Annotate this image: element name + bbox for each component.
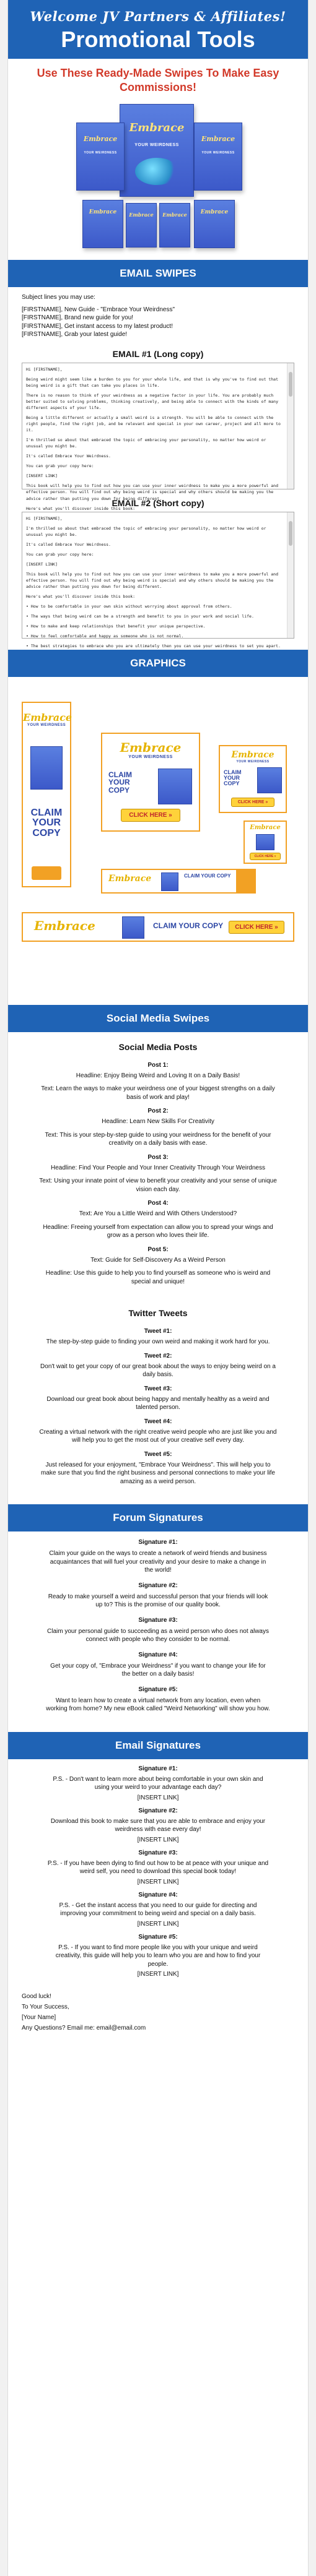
ad-medium-rectangle[interactable] xyxy=(101,733,200,832)
social-posts-title: Social Media Posts xyxy=(118,1041,198,1052)
ad-title-word: Embrace xyxy=(231,749,274,760)
email1-scrollbar[interactable] xyxy=(287,363,294,489)
ad-claim-text xyxy=(153,922,223,930)
claim-line: COPY xyxy=(32,828,61,839)
subject-line: [FIRSTNAME], Get instant access to my latest product! xyxy=(22,322,173,330)
ad-banner-medium[interactable] xyxy=(101,869,256,894)
post-text: Text: This is your step-by-step guide to using your weirdness for the benefit of your creativity on a daily basis with ease. xyxy=(45,1131,271,1147)
post-text: Text: Are You a Little Weird and With Others Understood? xyxy=(79,1210,237,1217)
insert-link-placeholder: [INSERT LINK] xyxy=(137,1920,179,1928)
email-sig-text: Download this book to make sure that you are able to embrace and enjoy your weirdness with ease every day! xyxy=(50,1817,266,1833)
tweet-text: Creating a virtual network with the right creative weird people who are just like you and will help you to get the most out of your creative self every day. xyxy=(39,1428,277,1444)
insert-link-placeholder: [INSERT LINK] xyxy=(137,1878,179,1885)
post-label: Post 3: xyxy=(147,1153,169,1161)
email1-paragraph: This book will help you to find out how you can use your inner weirdness to make you a more powerful and effective person. You will find out why being weird is special and why others should be making you the advice rather than putting you down for being different. xyxy=(26,483,281,501)
product-tablet xyxy=(159,203,190,248)
post-label: Post 1: xyxy=(147,1061,169,1069)
product-cd-2 xyxy=(126,203,157,248)
email1-paragraph: Being a little different or actually a small weird is a strength. You will be able to connect with the right people, find the right job, and be relevant and special in your own career, project and all more to it. xyxy=(26,415,283,433)
ad-claim-text xyxy=(108,771,152,795)
ad-subtitle: YOUR WEIRDNESS xyxy=(27,723,66,727)
section-banner-email-signatures: Email Signatures xyxy=(8,1732,308,1759)
email2-paragraph: Here's what you'll discover inside this book: xyxy=(26,594,136,600)
ad-title-word: Embrace xyxy=(23,711,72,723)
tweet-label: Tweet #5: xyxy=(144,1450,172,1458)
email1-paragraph: Being weird might seem like a burden to you for your whole life, and that is why you've to find out that being weird is a gift that can take you places in life. xyxy=(26,376,281,388)
email1-paragraph: [INSERT LINK] xyxy=(26,473,58,479)
header-banner xyxy=(8,0,308,59)
product-title-word: Embrace xyxy=(201,135,235,144)
email2-scrollbar[interactable] xyxy=(287,512,294,638)
subject-line: [FIRSTNAME], New Guide - "Embrace Your Weirdness" xyxy=(22,306,175,313)
claim-line: YOUR xyxy=(178,921,200,930)
email2-paragraph: • The ways that being weird can be a strength and benefit to you in your work and social life. xyxy=(26,614,254,619)
email2-title: EMAIL #2 (Short copy) xyxy=(112,498,204,508)
product-title-word: Embrace xyxy=(200,209,229,215)
claim-line: CLAIM xyxy=(184,872,200,879)
email-sig-label: Signature #1: xyxy=(138,1765,178,1772)
claim-line: COPY xyxy=(216,872,231,879)
tweet-text: Just released for your enjoyment, "Embrace Your Weirdness". This will help you to make sure that you find the right business and personal connections to make your life amazing as a weird person. xyxy=(41,1461,275,1485)
swirl-art xyxy=(135,158,179,185)
insert-link-placeholder: [INSERT LINK] xyxy=(137,1836,179,1843)
ad-claim-text xyxy=(23,808,70,839)
tweet-label: Tweet #4: xyxy=(144,1418,172,1425)
ad-small-square[interactable] xyxy=(219,745,287,813)
email1-title: EMAIL #1 (Long copy) xyxy=(112,348,204,359)
scroll-thumb[interactable] xyxy=(289,372,292,397)
product-cd-3 xyxy=(194,200,235,248)
welcome-heading: Welcome JV Partners & Affiliates! xyxy=(30,9,286,24)
ad-title-word: Embrace xyxy=(34,918,95,933)
tweets-title: Twitter Tweets xyxy=(128,1308,188,1318)
ad-product-box xyxy=(257,767,282,793)
email2-paragraph: This book will help you to find out how you can use your inner weirdness to make you a more powerful and effective person. You will find out why being weird is special and why others should be making you the advice rather than putting you down for being different. xyxy=(26,571,281,589)
subheadline: Use These Ready-Made Swipes To Make Easy Commissions! xyxy=(37,67,279,93)
ad-claim-text xyxy=(184,874,230,879)
email-sig-label: Signature #2: xyxy=(138,1807,178,1814)
email2-paragraph: • How to be comfortable in your own skin without worrying about approval from others. xyxy=(26,604,232,610)
email1-paragraph: You can grab your copy here: xyxy=(26,463,94,469)
tweet-label: Tweet #2: xyxy=(144,1352,172,1359)
product-title-word: Embrace xyxy=(89,209,117,215)
post-text: Headline: Use this guide to help you to find yourself as someone who is weird and special and unique! xyxy=(45,1270,271,1285)
forum-sig-label: Signature #5: xyxy=(138,1686,178,1693)
product-book-main xyxy=(120,104,194,197)
ad-title-word: Embrace xyxy=(120,739,182,755)
ad-subtitle: YOUR WEIRDNESS xyxy=(128,754,173,759)
post-text: Text: Guide for Self-Discovery As a Weird Person xyxy=(90,1256,226,1264)
email1-paragraph: I'm thrilled so about that embraced the topic of embracing your personality, no matter how weird or unusual you might be. xyxy=(26,437,269,449)
forum-sig-label: Signature #3: xyxy=(138,1616,178,1624)
section-banner-forum: Forum Signatures xyxy=(8,1504,308,1531)
claim-line: COPY xyxy=(108,785,130,795)
forum-sig-text: Claim your personal guide to succeeding as a weird person who does not always connect with people who they consider to be normal. xyxy=(47,1627,269,1643)
ad-click-button[interactable]: CLICK HERE » xyxy=(229,921,284,934)
post-text: Headline: Freeing yourself from expectation can allow you to spread your wings and grow as a person who loves their life. xyxy=(43,1223,273,1239)
closing-contact-email[interactable]: Any Questions? Email me: email@email.com xyxy=(22,2025,146,2031)
ad-product-box xyxy=(158,769,192,804)
closing-your-name: [Your Name] xyxy=(22,2014,56,2021)
post-label: Post 4: xyxy=(147,1200,169,1207)
graphics-area xyxy=(8,677,308,986)
section-banner-graphics: GRAPHICS xyxy=(8,650,308,677)
forum-sig-label: Signature #4: xyxy=(138,1651,178,1658)
claim-line: YOUR xyxy=(108,778,130,787)
claim-line: CLAIM xyxy=(30,807,63,818)
ad-leaderboard[interactable] xyxy=(22,912,294,942)
closing-to-your-success: To Your Success, xyxy=(22,2004,69,2010)
ad-click-button[interactable]: CLICK HERE » xyxy=(250,853,281,860)
scroll-thumb[interactable] xyxy=(289,521,292,546)
subject-lines-list xyxy=(8,304,308,340)
email-sig-label: Signature #4: xyxy=(138,1891,178,1898)
ad-cta-bar xyxy=(32,866,61,880)
product-subtitle: YOUR WEIRDNESS xyxy=(134,143,179,148)
email2-paragraph: • How to make and keep relationships that benefit your unique perspective. xyxy=(26,624,206,629)
product-book-right xyxy=(194,123,242,191)
claim-line: CLAIM xyxy=(108,770,132,779)
ad-subtitle: YOUR WEIRDNESS xyxy=(236,759,270,764)
email-sig-label: Signature #5: xyxy=(138,1933,178,1941)
section-banner-email-swipes: EMAIL SWIPES xyxy=(8,260,308,287)
ad-product-box xyxy=(122,916,144,939)
claim-line: YOUR xyxy=(32,817,61,829)
claim-line: COPY xyxy=(224,780,240,787)
insert-link-placeholder: [INSERT LINK] xyxy=(137,1794,179,1801)
post-label: Post 2: xyxy=(147,1108,169,1114)
product-book-left xyxy=(76,123,125,191)
ad-tiny-square[interactable] xyxy=(244,821,287,864)
tweet-text: Don't wait to get your copy of our great book about the ways to enjoy being weird on a daily basis. xyxy=(40,1363,276,1378)
product-title-word: Embrace xyxy=(129,121,185,134)
section-banner-social: Social Media Swipes xyxy=(8,1005,308,1032)
tweet-label: Tweet #1: xyxy=(144,1328,172,1335)
email2-paragraph: I'm thrilled so about that embraced the topic of embracing your personality, no matter how weird or unusual you might be. xyxy=(26,525,269,537)
email-sig-text: P.S. - Don't want to learn more about being comfortable in your own skin and using your weird to your advantage each day? xyxy=(53,1775,263,1791)
closing-block xyxy=(8,1978,308,2033)
email1-paragraph: It's called Embrace Your Weirdness. xyxy=(26,454,111,459)
claim-line: YOUR xyxy=(201,872,216,879)
product-subtitle: YOUR WEIRDNESS xyxy=(201,151,235,155)
tweet-text: The step-by-step guide to finding your own weird and making it work hard for you. xyxy=(46,1338,270,1345)
email1-paragraph: There is no reason to think of your weirdness as a negative factor in your life. You are probably much better suited to solving problems, thinking creatively, and being able to connect with the kinds of many different aspects of your life. xyxy=(26,392,281,410)
ad-title-word: Embrace xyxy=(108,873,152,884)
ad-claim-text xyxy=(224,770,255,787)
email2-paragraph: • The best strategies to embrace who you are ultimately then you can use your weirdness to set you apart. xyxy=(26,644,281,649)
email2-textarea[interactable] xyxy=(22,512,294,649)
forum-sig-text: Get your copy of, "Embrace your Weirdness" if you want to change your life for the better on a daily basis! xyxy=(50,1662,266,1678)
email2-paragraph: [INSERT LINK] xyxy=(26,561,58,567)
post-text: Text: Learn the ways to make your weirdness one of your biggest strengths on a daily basis of work and play! xyxy=(41,1085,275,1101)
product-subtitle: YOUR WEIRDNESS xyxy=(84,151,117,155)
product-cd-1 xyxy=(82,200,123,248)
post-text: Headline: Find Your People and Your Inner Creativity Through Your Weirdness xyxy=(51,1164,265,1171)
content-column xyxy=(7,0,309,2576)
email-sig-text: P.S. - If you want to find more people like you with your unique and weird creativity, this guide will help you to learn who you are and how to find your people. xyxy=(55,1944,261,1968)
ad-click-button[interactable]: CLICK HERE » xyxy=(121,809,180,822)
subject-lines-intro: Subject lines you may use: xyxy=(22,294,95,301)
post-text: Text: Using your innate point of view to benefit your creativity and your sense of unique vision each day. xyxy=(39,1178,277,1193)
subject-line: [FIRSTNAME], Brand new guide for you! xyxy=(22,314,134,321)
ad-cta-bar xyxy=(236,870,255,892)
forum-sig-label: Signature #2: xyxy=(138,1582,178,1589)
product-image xyxy=(8,98,309,252)
email1-paragraph: Hi [FIRSTNAME], xyxy=(26,366,63,372)
forum-sig-text: Ready to make yourself a weird and successful person that your friends will look up to? This is the promise of our quality book. xyxy=(48,1593,268,1608)
claim-line: YOUR xyxy=(224,774,240,781)
post-label: Post 5: xyxy=(147,1246,169,1253)
email2-paragraph: Hi [FIRSTNAME], xyxy=(26,515,63,521)
email-sig-label: Signature #3: xyxy=(138,1849,178,1856)
ad-click-button[interactable]: CLICK HERE » xyxy=(231,798,274,807)
subject-line: [FIRSTNAME], Grab your latest guide! xyxy=(22,331,128,338)
insert-link-placeholder: [INSERT LINK] xyxy=(137,1971,179,1978)
email2-paragraph: It's called Embrace Your Weirdness. xyxy=(26,541,111,547)
product-title-word: Embrace xyxy=(162,211,187,218)
forum-sig-text: Claim your guide on the ways to create a network of weird friends and business acquaintances that will fuel your creativity and your desire to make a change in the world! xyxy=(49,1550,267,1574)
ad-title-word: Embrace xyxy=(250,824,281,831)
tweet-label: Tweet #3: xyxy=(144,1385,172,1392)
claim-line: CLAIM xyxy=(153,921,177,930)
forum-sig-text: Want to learn how to create a virtual network from any location, even when working from home? My new eBook called "Weird Networking" will show you how. xyxy=(46,1697,270,1712)
product-title-word: Embrace xyxy=(129,211,154,218)
email-sig-text: P.S. - If you have been dying to find out how to be at peace with your unique and weird self, you need to download this special book today! xyxy=(47,1859,269,1875)
closing-good-luck: Good luck! xyxy=(22,1993,51,2000)
tweet-text: Download our great book about being happy and mentally healthy as a weird and talented person. xyxy=(46,1395,270,1411)
ad-product-box xyxy=(30,746,63,790)
email1-paragraph: Here's what you'll discover inside this book: xyxy=(26,506,136,511)
ad-product-box xyxy=(161,872,178,891)
claim-line: COPY xyxy=(202,921,224,930)
ad-skyscraper[interactable] xyxy=(22,702,71,887)
page-title: Promotional Tools xyxy=(61,27,255,52)
product-title-word: Embrace xyxy=(83,135,118,144)
email2-paragraph: You can grab your copy here: xyxy=(26,551,94,557)
post-text: Headline: Enjoy Being Weird and Loving It on a Daily Basis! xyxy=(76,1072,240,1079)
forum-sig-label: Signature #1: xyxy=(138,1539,178,1546)
email2-paragraph: • How to feel comfortable and happy as someone who is not normal. xyxy=(26,634,184,639)
post-text: Headline: Learn New Skills For Creativity xyxy=(102,1118,214,1125)
ad-product-box xyxy=(256,834,274,850)
email-sig-text: P.S. - Get the instant access that you need to our guide for directing and improving your commitment to being weird and special on a daily basis. xyxy=(59,1902,257,1917)
claim-line: CLAIM xyxy=(224,769,242,775)
